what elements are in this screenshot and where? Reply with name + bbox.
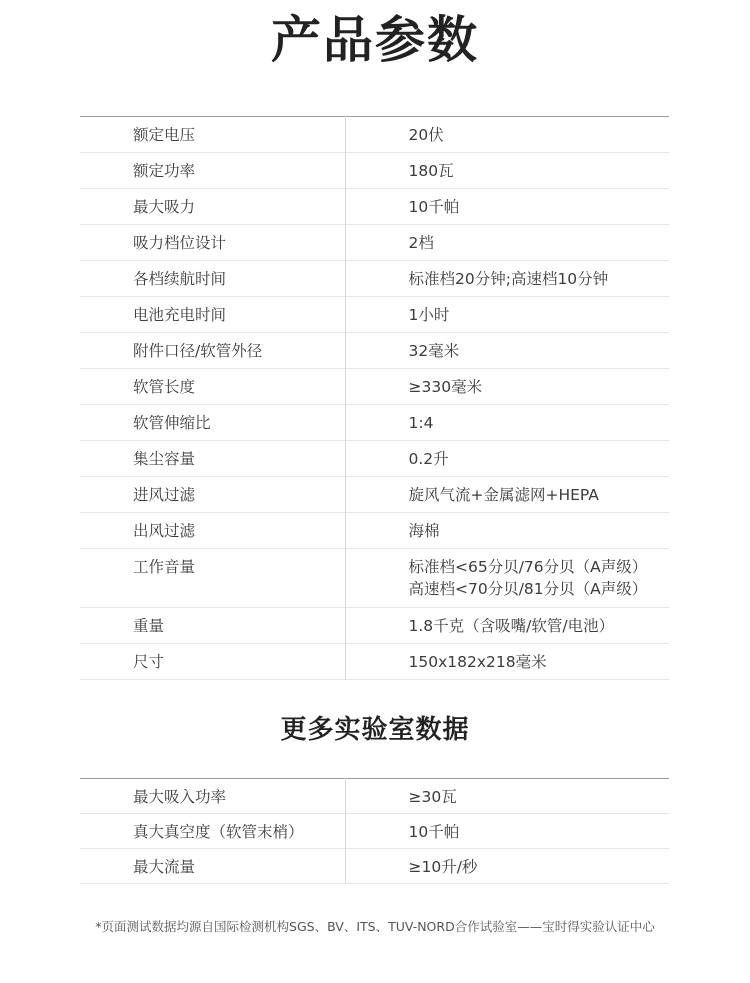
table-row <box>80 849 669 884</box>
row-value-line: 1小时 <box>408 306 450 324</box>
lab-data-table <box>80 778 669 884</box>
row-value <box>345 644 669 680</box>
row-label: 软管伸缩比 <box>80 405 345 441</box>
row-label: 各档续航时间 <box>80 261 345 297</box>
row-value <box>345 549 669 608</box>
row-value <box>345 189 669 225</box>
row-value-line: 150x182x218毫米 <box>408 653 547 671</box>
row-value <box>345 441 669 477</box>
row-label: 进风过滤 <box>80 477 345 513</box>
row-value-line: 32毫米 <box>408 342 460 360</box>
row-label: 最大吸入功率 <box>80 779 345 814</box>
table-row <box>80 644 669 680</box>
row-label: 出风过滤 <box>80 513 345 549</box>
row-value <box>345 117 669 153</box>
table-row <box>80 549 669 608</box>
row-value-line: 标准档20分钟;高速档10分钟 <box>408 270 609 288</box>
footnote: *页面测试数据均源自国际检测机构SGS、BV、ITS、TUV-NORD合作试验室——宝时得实验认证中心 <box>95 919 655 934</box>
table-row <box>80 814 669 849</box>
row-value-line: 20伏 <box>408 126 444 144</box>
row-label: 最大吸力 <box>80 189 345 225</box>
table-row <box>80 261 669 297</box>
row-value-line: 高速档<70分贝/81分贝（A声级） <box>408 580 648 598</box>
page-title: 产品参数 <box>271 11 479 69</box>
row-value-line: 1.8千克（含吸嘴/软管/电池） <box>408 617 615 635</box>
row-value <box>345 405 669 441</box>
row-label: 尺寸 <box>80 644 345 680</box>
table-row <box>80 333 669 369</box>
table-row <box>80 513 669 549</box>
row-value <box>345 261 669 297</box>
row-value-line: 0.2升 <box>408 450 449 468</box>
row-value <box>345 297 669 333</box>
table-row <box>80 297 669 333</box>
row-value <box>345 779 669 814</box>
row-label: 附件口径/软管外径 <box>80 333 345 369</box>
row-value <box>345 814 669 849</box>
row-label: 重量 <box>80 608 345 644</box>
row-value-line: 标准档<65分贝/76分贝（A声级） <box>408 558 648 576</box>
row-label: 集尘容量 <box>80 441 345 477</box>
row-value-line: 10千帕 <box>408 823 460 841</box>
row-label: 吸力档位设计 <box>80 225 345 261</box>
row-value-line: 10千帕 <box>408 198 460 216</box>
row-label: 额定功率 <box>80 153 345 189</box>
spec-table <box>80 116 669 680</box>
row-value <box>345 513 669 549</box>
table-row <box>80 477 669 513</box>
table-row <box>80 225 669 261</box>
table-row <box>80 441 669 477</box>
row-value-line: ≥330毫米 <box>408 378 483 396</box>
row-label: 额定电压 <box>80 117 345 153</box>
row-value-line: 海棉 <box>408 522 440 540</box>
row-value <box>345 849 669 884</box>
row-value <box>345 369 669 405</box>
table-row <box>80 153 669 189</box>
row-value-line: 2档 <box>408 234 434 252</box>
row-label: 工作音量 <box>80 549 345 608</box>
row-value <box>345 333 669 369</box>
table-row <box>80 369 669 405</box>
row-value <box>345 477 669 513</box>
table-row <box>80 117 669 153</box>
table-row <box>80 608 669 644</box>
row-label: 电池充电时间 <box>80 297 345 333</box>
row-label: 真大真空度（软管末梢） <box>80 814 345 849</box>
row-value <box>345 225 669 261</box>
lab-section-title: 更多实验室数据 <box>280 715 470 745</box>
table-row <box>80 189 669 225</box>
row-label: 软管长度 <box>80 369 345 405</box>
row-label: 最大流量 <box>80 849 345 884</box>
table-row <box>80 779 669 814</box>
row-value-line: ≥30瓦 <box>408 788 457 806</box>
row-value-line: 180瓦 <box>408 162 454 180</box>
table-row <box>80 405 669 441</box>
row-value <box>345 608 669 644</box>
row-value <box>345 153 669 189</box>
row-value-line: ≥10升/秒 <box>408 858 478 876</box>
row-value-line: 1:4 <box>408 414 434 432</box>
row-value-line: 旋风气流+金属滤网+HEPA <box>408 486 599 504</box>
